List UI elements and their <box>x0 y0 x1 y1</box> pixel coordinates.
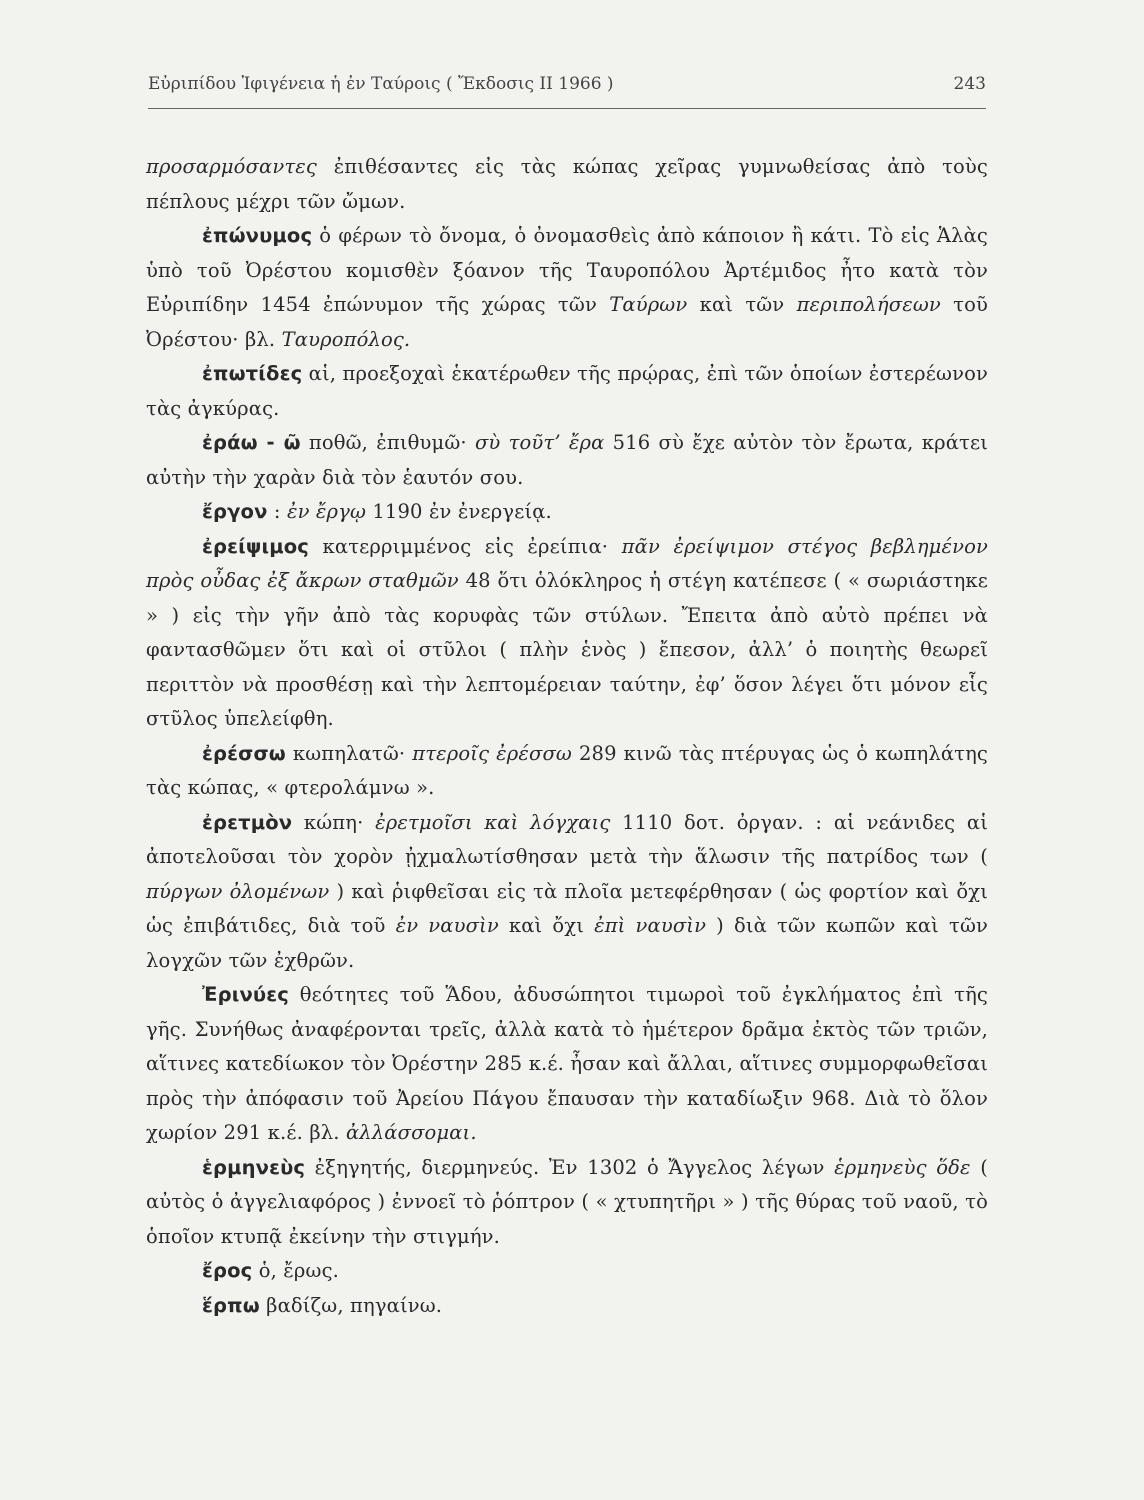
entry-quote: ἐν ναυσὶν <box>395 914 499 937</box>
entry-headword: ἐρέσσω <box>202 741 286 765</box>
entry-quote: Ταύρων <box>609 293 688 316</box>
entry-text: ποθῶ, ἐπιθυμῶ· <box>300 431 475 454</box>
entry-text: θεότητες τοῦ Ἅδου, ἀδυσώπητοι τιμωροὶ τοῦ ἐγκλήματος ἐπὶ τῆς γῆς. Συνήθως ἀναφέρονται τρεῖς, ἀλλὰ κατὰ τὸ ἡμέτερον δρᾶμα ἐκτὸς τῶν τριῶν, αἵτινες κατεδίωκον τὸν Ὀρέστην 285 κ.έ. ἦσαν καὶ ἄλλαι, αἵτινες συμμορφωθεῖσαι πρὸς τὴν ἀπόφασιν τοῦ Ἀρείου Πάγου ἔπαυσαν τὴν καταδίωξιν 968. Διὰ τὸ ὅλον χωρίον 291 κ.έ. βλ. <box>146 983 988 1144</box>
glossary-entry <box>146 426 988 495</box>
entry-text: : <box>267 500 287 523</box>
entry-quote: πύργων ὀλομένων <box>146 879 330 903</box>
entry-text: βαδίζω, πηγαίνω. <box>259 1293 443 1317</box>
glossary-entry <box>146 978 988 1151</box>
entry-headword: ἐπώνυμος <box>202 224 313 247</box>
glossary-entry <box>146 1254 988 1289</box>
entry-text: ὁ, ἔρως. <box>252 1259 340 1282</box>
entry-quote: ἐρετμοῖσι καὶ λόγχαις <box>375 810 611 834</box>
glossary-entry <box>146 219 988 357</box>
entry-headword: ἐράω - ῶ <box>202 431 301 454</box>
entry-quote: περιπολήσεων <box>796 293 941 316</box>
entry-text: 516 σὺ ἔχε αὐτὸν τὸν ἔρωτα, κράτει αὐτὴν τὴν χαρὰν διὰ τὸν ἑαυτόν σου. <box>146 431 988 489</box>
entry-text: ὁ φέρων τὸ ὄνομα, ὁ ὀνομασθεὶς ἀπὸ κάποιον ἢ κάτι. Τὸ εἰς Ἁλὰς ὑπὸ τοῦ Ὀρέστου κομισθὲν ξόανον τῆς Ταυροπόλου Ἀρτέμιδος ἦτο κατὰ τὸν Εὐριπίδην 1454 ἐπώνυμον τῆς χώρας τῶν <box>146 224 988 316</box>
entry-text: κατερριμμένος εἰς ἐρείπια· <box>309 534 622 558</box>
glossary-entry <box>146 530 988 737</box>
running-header <box>148 74 986 94</box>
entry-headword: ἐρείψιμος <box>202 534 310 558</box>
entry-text: ) διὰ τῶν κωπῶν καὶ τῶν λογχῶν τῶν ἐχθρῶν. <box>146 914 989 972</box>
glossary-entry <box>146 495 988 530</box>
glossary-entry <box>146 150 988 219</box>
entry-quote: ἀλλάσσομαι. <box>345 1121 477 1144</box>
entry-text: 289 κινῶ τὰς πτέρυγας ὡς ὁ κωπηλάτης τὰς κώπας, « φτερολάμνω ». <box>146 741 988 799</box>
entry-headword: ἐρετμὸν <box>202 810 293 834</box>
entry-headword: ἐπωτίδες <box>202 362 303 385</box>
entry-text: 1190 ἐν ἐνεργείᾳ. <box>366 500 552 523</box>
entry-text: 48 ὅτι ὁλόκληρος ἡ στέγη κατέπεσε ( « σωριάστηκε » ) εἰς τὴν γῆν ἀπὸ τὰς κορυφὰς τῶν στύλων. Ἔπειτα ἀπὸ αὐτὸ πρέπει νὰ φαντασθῶμεν ὅτι καὶ οἱ στῦλοι ( πλὴν ἑνὸς ) ἔπεσον, ἀλλ’ ὁ ποιητὴς θεωρεῖ περιττὸν νὰ προσθέσῃ καὶ τὴν λεπτομέρειαν ταύτην, ἐφ’ ὅσον λέγει ὅτι μόνον εἷς στῦλος ὑπελείφθη. <box>146 569 988 730</box>
entry-text: ) καὶ ῥιφθεῖσαι εἰς τὰ πλοῖα μετεφέρθησαν ( ὡς φορτίον καὶ ὄχι ὡς ἐπιβάτιδες, διὰ τοῦ <box>146 879 988 937</box>
entry-quote: σὺ τοῦτ’ ἔρα <box>474 431 605 454</box>
running-title: Εὐριπίδου Ἰφιγένεια ἡ ἐν Ταύροις ( Ἔκδοσις ΙΙ 1966 ) <box>148 74 614 94</box>
glossary-entry <box>146 357 988 426</box>
entry-text: καὶ ὄχι <box>498 914 595 937</box>
entry-text: ἐξηγητής, διερμηνεύς. Ἐν 1302 ὁ Ἄγγελος λέγων <box>305 1155 835 1179</box>
glossary-body <box>146 150 988 1323</box>
entry-quote: ἑρμηνεὺς ὅδε <box>834 1155 971 1179</box>
entry-text: τοῦ Ὀρέστου· βλ. <box>146 293 988 351</box>
entry-text: 1110 δοτ. ὀργαν. : αἱ νεάνιδες αἱ ἀποτελοῦσαι τὸν χορὸν ᾐχμαλωτίσθησαν μετὰ τὴν ἅλωσιν τῆς πατρίδος των ( <box>146 810 989 868</box>
entry-text: καὶ τῶν <box>687 293 797 316</box>
entry-text: ἐπιθέσαντες εἰς τὰς κώπας χεῖρας γυμνωθείσας ἀπὸ τοὺς πέπλους μέχρι τῶν ὤμων. <box>146 155 988 213</box>
entry-headword: Ἐρινύες <box>202 983 289 1006</box>
entry-quote: ἐπὶ ναυσὶν <box>594 914 707 937</box>
entry-quote: προσαρμόσαντες <box>146 155 317 178</box>
entry-text: ( αὐτὸς ὁ ἀγγελιαφόρος ) ἐννοεῖ τὸ ῥόπτρον ( « χτυπητῆρι » ) τῆς θύρας τοῦ ναοῦ, τὸ ὁποῖον κτυπᾷ ἐκείνην τὴν στιγμήν. <box>146 1155 988 1248</box>
entry-quote: ἐν ἔργῳ <box>286 500 367 523</box>
glossary-entry <box>146 1151 988 1255</box>
entry-headword: ἔργον <box>202 500 268 523</box>
glossary-entry <box>146 806 988 979</box>
entry-headword: ἑρμηνεὺς <box>202 1155 306 1179</box>
entry-headword: ἔρος <box>202 1259 253 1282</box>
entry-text: κωπηλατῶ· <box>285 741 413 765</box>
glossary-entry <box>146 737 988 806</box>
header-rule <box>148 108 986 109</box>
entry-quote: πᾶν ἐρείψιμον στέγος βεβλημένον πρὸς οὖδας ἐξ ἄκρων σταθμῶν <box>146 534 989 592</box>
entry-headword: ἕρπω <box>202 1293 260 1317</box>
entry-quote: Ταυροπόλος. <box>281 327 411 351</box>
entry-quote: πτεροῖς ἐρέσσω <box>412 741 572 765</box>
page-number: 243 <box>953 74 986 94</box>
entry-text: αἱ, προεξοχαὶ ἑκατέρωθεν τῆς πρῴρας, ἐπὶ τῶν ὁποίων ἐστερέωνον τὰς ἀγκύρας. <box>146 362 988 420</box>
entry-text: κώπη· <box>292 810 376 834</box>
glossary-entry <box>146 1289 988 1324</box>
